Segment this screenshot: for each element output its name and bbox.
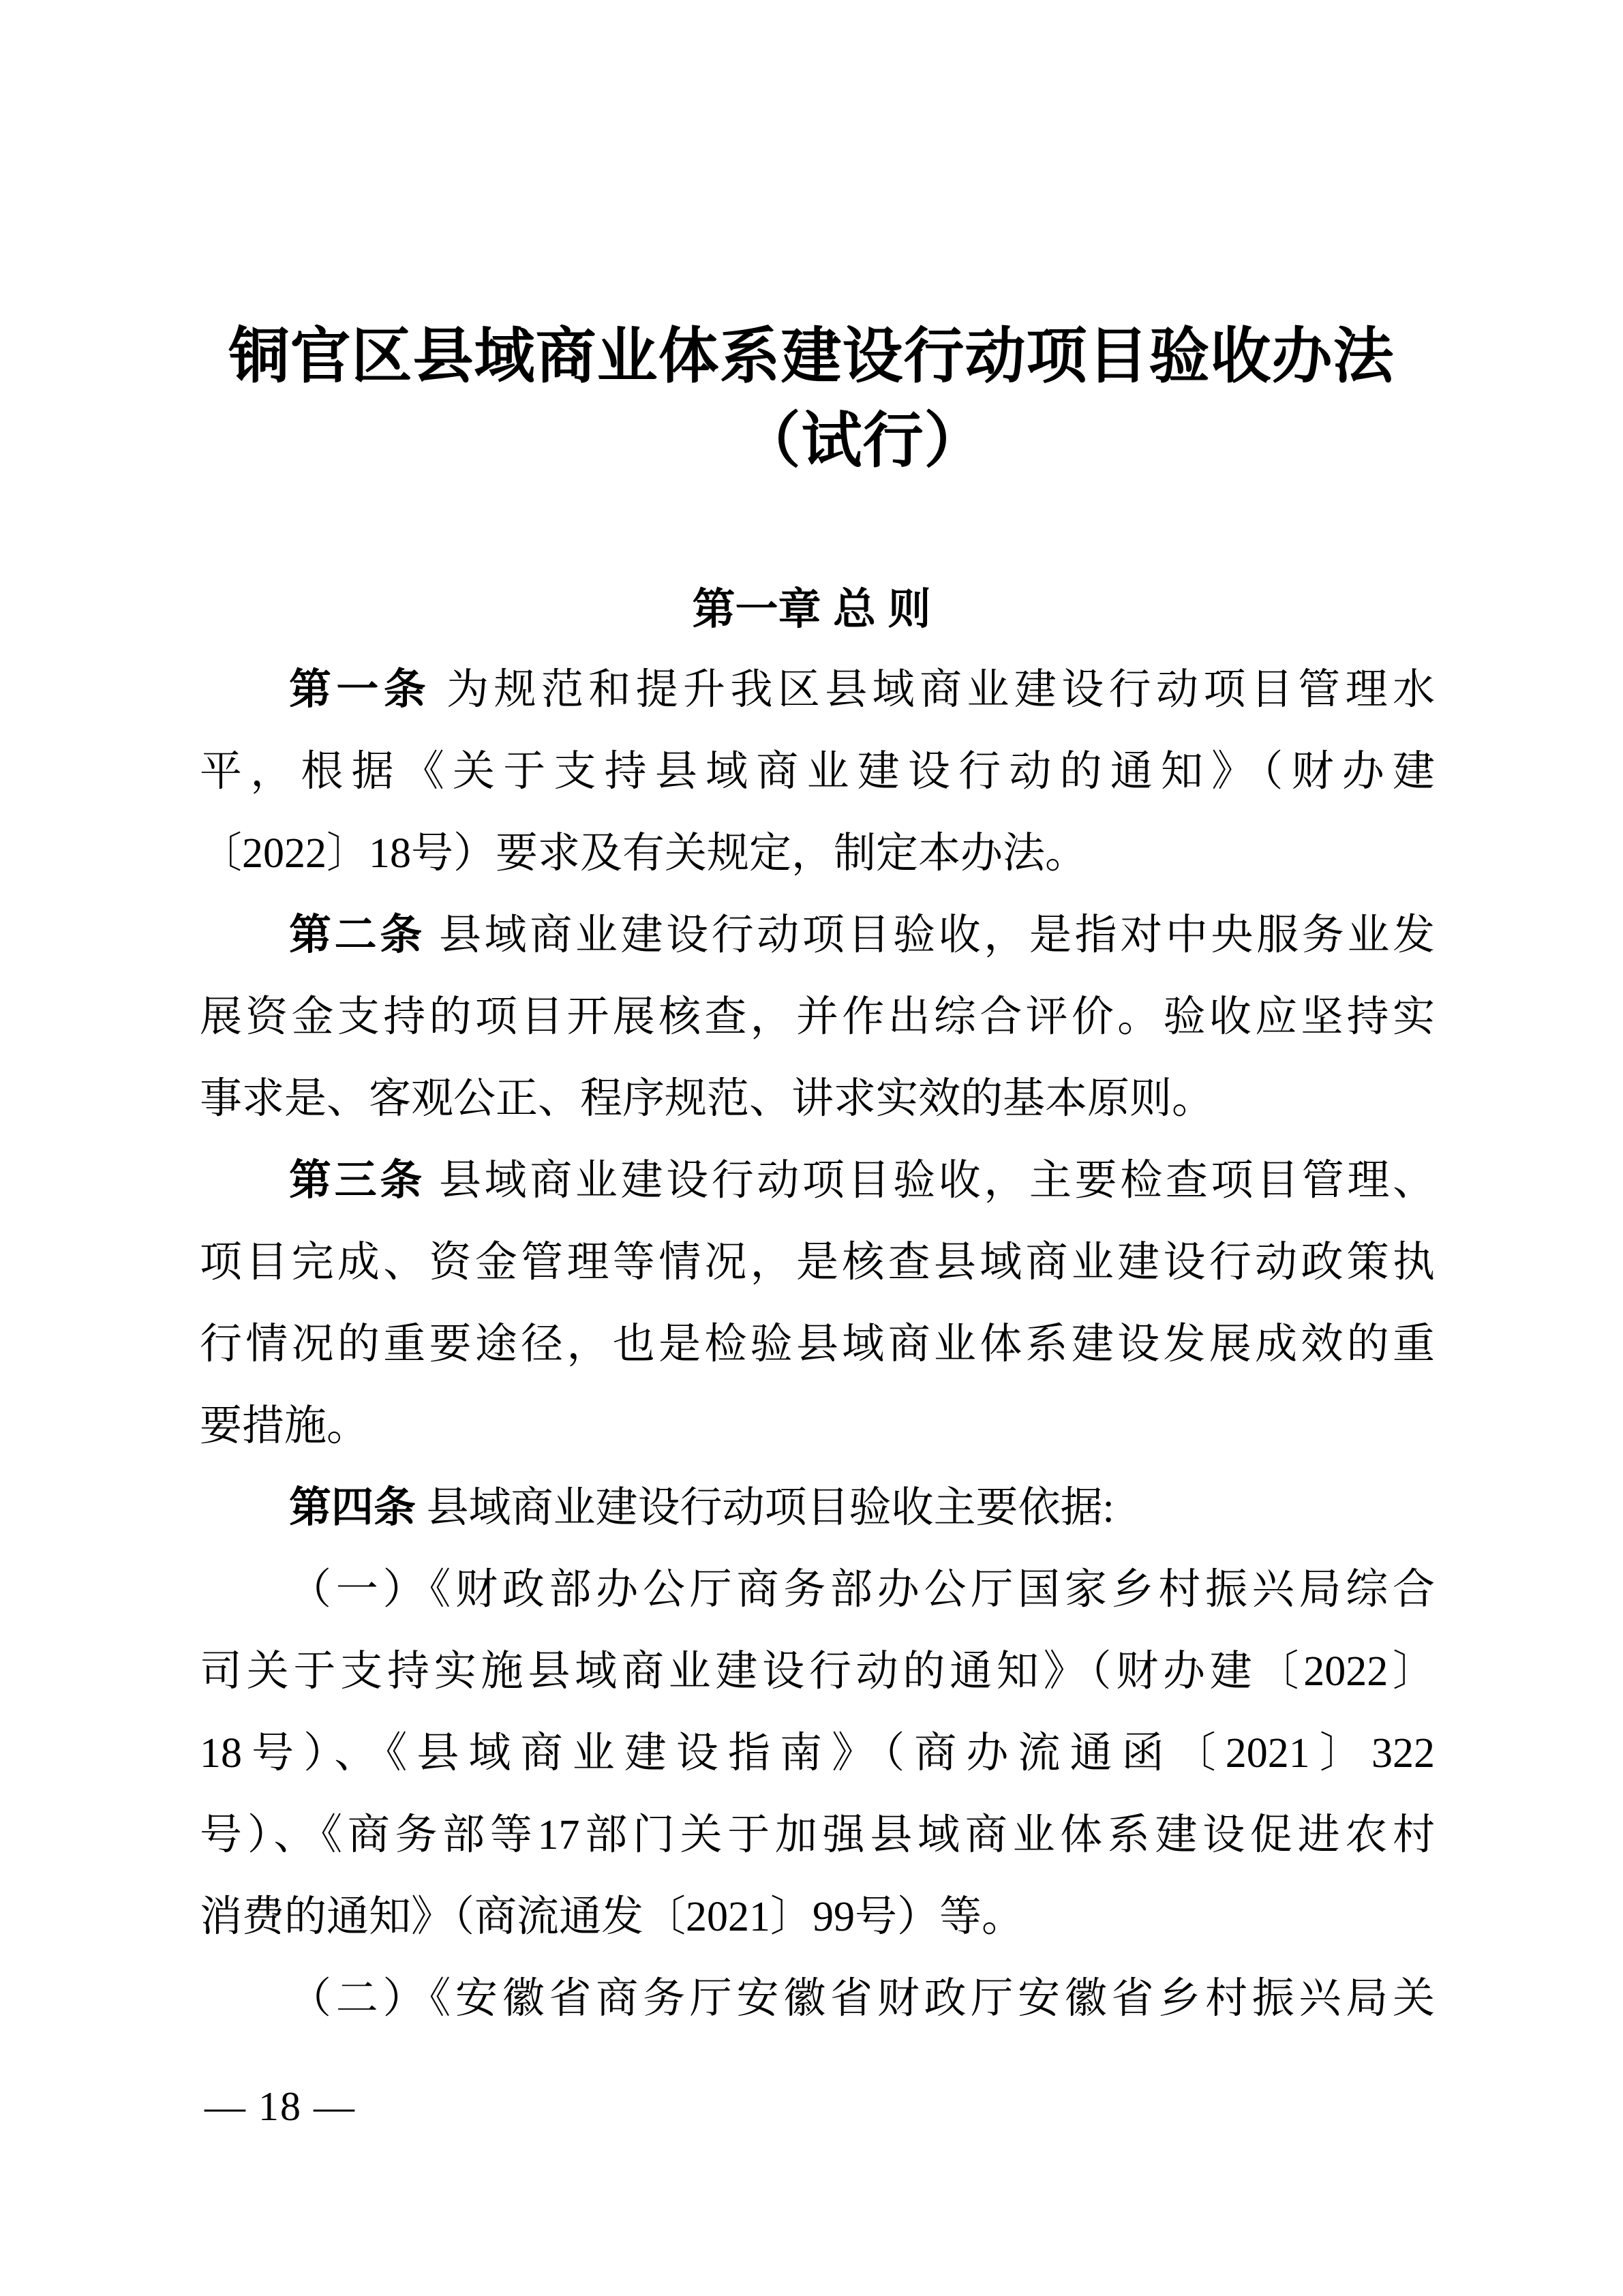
line-text: 〔2022〕18号）要求及有关规定，制定本办法。: [200, 830, 1088, 877]
body-line: [200, 1385, 1435, 1467]
document-title: [0, 315, 1623, 484]
article-number: 第二条: [289, 911, 425, 958]
body-line: [200, 1140, 1435, 1222]
body-line: [200, 649, 1435, 731]
line-text: 事求是、客观公正、程序规范、讲求实效的基本原则。: [200, 1076, 1215, 1122]
body-line: [200, 813, 1435, 894]
line-text: 平，根据《关于支持县域商业建设行动的通知》（财办建: [200, 749, 1435, 795]
body-line: [200, 894, 1435, 976]
line-text: 县域商业建设行动项目验收主要依据:: [416, 1485, 1114, 1531]
body-line: [200, 1876, 1435, 1958]
article-number: 第四条: [289, 1484, 416, 1531]
line-text: 展资金支持的项目开展核查，并作出综合评价。验收应坚持实: [200, 994, 1435, 1040]
line-text: 司关于支持实施县域商业建设行动的通知》（财办建〔2022〕: [200, 1648, 1435, 1695]
line-text: 县域商业建设行动项目验收，是指对中央服务业发: [425, 912, 1435, 958]
title-line-1: 铜官区县域商业体系建设行动项目验收办法: [228, 324, 1395, 391]
line-text: 行情况的重要途径，也是检验县域商业体系建设发展成效的重: [200, 1321, 1435, 1368]
body-line: [200, 1058, 1435, 1140]
line-text: 县域商业建设行动项目验收，主要检查项目管理、: [425, 1158, 1435, 1204]
body-line: [200, 1549, 1435, 1631]
line-text: 消费的通知》（商流通发〔2021〕99号）等。: [200, 1894, 1025, 1940]
line-text: 18号）、《县域商业建设指南》（商办流通函〔2021〕322: [200, 1730, 1435, 1777]
chapter-heading: 第一章 总 则: [692, 586, 931, 633]
article-number: 第一条: [289, 666, 431, 713]
body-line: [200, 976, 1435, 1058]
article-number: 第三条: [289, 1157, 425, 1204]
body-line: [200, 1794, 1435, 1876]
body-line: [200, 1712, 1435, 1794]
line-text: 要措施。: [200, 1403, 369, 1449]
body-line: [200, 1222, 1435, 1303]
title-line-2: （试行）: [740, 408, 986, 475]
line-text: （一）《财政部办公厅商务部办公厅国家乡村振兴局综合: [289, 1567, 1435, 1613]
body-line: [200, 1631, 1435, 1712]
body-line: [200, 1467, 1435, 1549]
line-text: 号）、《商务部等17部门关于加强县域商业体系建设促进农村: [200, 1812, 1435, 1858]
body-text: [200, 649, 1435, 2040]
line-text: 项目完成、资金管理等情况，是核查县域商业建设行动政策执: [200, 1239, 1435, 1286]
line-text: 为规范和提升我区县域商业建设行动项目管理水: [431, 667, 1435, 713]
line-text: （二）《安徽省商务厅安徽省财政厅安徽省乡村振兴局关: [289, 1976, 1435, 2022]
body-line: [200, 731, 1435, 813]
body-line: [200, 1303, 1435, 1385]
body-line: [200, 1958, 1435, 2040]
page-number: — 18 —: [204, 2084, 356, 2129]
